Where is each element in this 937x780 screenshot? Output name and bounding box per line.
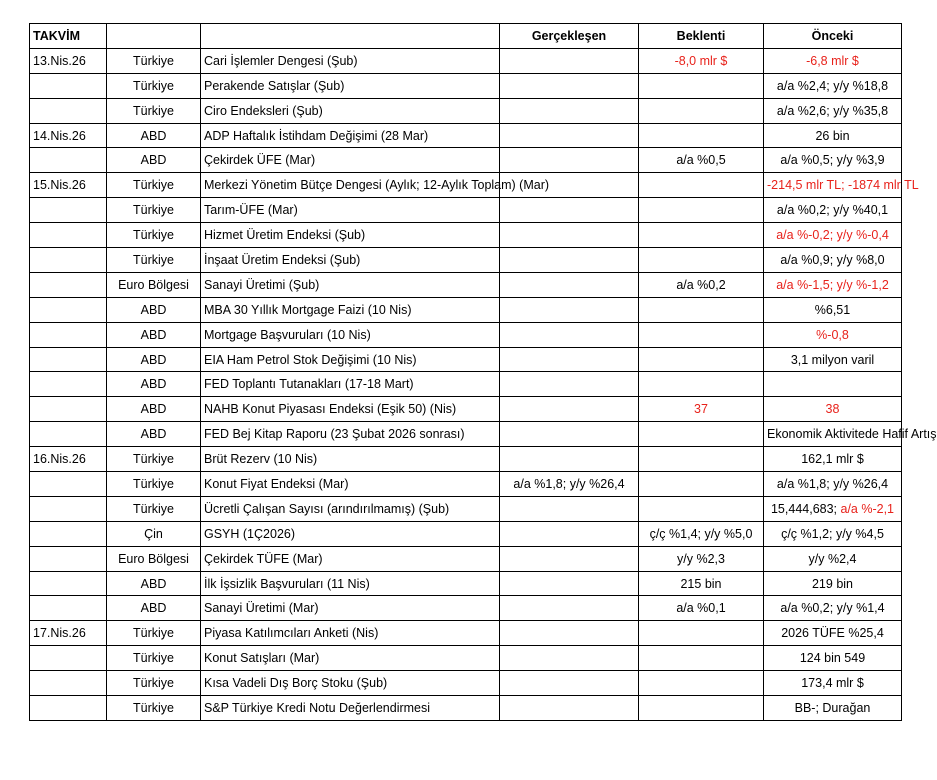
table-row (30, 347, 902, 372)
date-cell (30, 496, 107, 521)
table-row (30, 521, 902, 546)
country-cell: ABD (107, 397, 201, 422)
event-cell: EIA Ham Petrol Stok Değişimi (10 Nis) (201, 347, 500, 372)
actual-cell (500, 422, 639, 447)
event-cell: İlk İşsizlik Başvuruları (11 Nis) (201, 571, 500, 596)
expected-cell (639, 372, 764, 397)
table-row (30, 472, 902, 497)
economic-calendar-table (29, 23, 937, 721)
expected-cell (639, 472, 764, 497)
date-cell (30, 98, 107, 123)
date-cell (30, 596, 107, 621)
date-cell: 14.Nis.26 (30, 123, 107, 148)
expected-cell: 37 (639, 397, 764, 422)
event-cell: Sanayi Üretimi (Mar) (201, 596, 500, 621)
country-cell: Türkiye (107, 671, 201, 696)
date-cell: 17.Nis.26 (30, 621, 107, 646)
actual-cell (500, 521, 639, 546)
previous-cell: 2026 TÜFE %25,4 (764, 621, 902, 646)
date-cell (30, 347, 107, 372)
header-event (201, 24, 500, 49)
expected-cell: -8,0 mlr $ (639, 48, 764, 73)
country-cell: ABD (107, 372, 201, 397)
country-cell: Türkiye (107, 98, 201, 123)
table-header-row (30, 24, 902, 49)
previous-cell: a/a %0,5; y/y %3,9 (764, 148, 902, 173)
expected-cell (639, 123, 764, 148)
table-row (30, 646, 902, 671)
table-row (30, 98, 902, 123)
event-cell: Tarım-ÜFE (Mar) (201, 198, 500, 223)
country-cell: ABD (107, 571, 201, 596)
previous-cell: 3,1 milyon varil (764, 347, 902, 372)
actual-cell (500, 496, 639, 521)
date-cell (30, 696, 107, 721)
actual-cell (500, 98, 639, 123)
event-cell: ADP Haftalık İstihdam Değişimi (28 Mar) (201, 123, 500, 148)
event-cell: Hizmet Üretim Endeksi (Şub) (201, 223, 500, 248)
date-cell (30, 73, 107, 98)
date-cell (30, 397, 107, 422)
previous-cell: a/a %0,2; y/y %1,4 (764, 596, 902, 621)
country-cell: Türkiye (107, 447, 201, 472)
previous-cell: a/a %-1,5; y/y %-1,2 (764, 272, 902, 297)
country-cell: Türkiye (107, 73, 201, 98)
event-cell: Perakende Satışlar (Şub) (201, 73, 500, 98)
table-row (30, 496, 902, 521)
country-cell: Türkiye (107, 223, 201, 248)
date-cell (30, 148, 107, 173)
table-row (30, 322, 902, 347)
header-actual: Gerçekleşen (500, 24, 639, 49)
expected-cell (639, 621, 764, 646)
previous-cell (764, 372, 902, 397)
actual-cell (500, 223, 639, 248)
expected-cell (639, 98, 764, 123)
previous-cell (764, 496, 902, 521)
country-cell: Türkiye (107, 48, 201, 73)
header-country (107, 24, 201, 49)
table-row (30, 546, 902, 571)
previous-cell: -6,8 mlr $ (764, 48, 902, 73)
actual-cell (500, 646, 639, 671)
previous-cell: BB-; Durağan (764, 696, 902, 721)
country-cell: ABD (107, 596, 201, 621)
date-cell (30, 422, 107, 447)
table-row (30, 596, 902, 621)
date-cell (30, 198, 107, 223)
event-cell: Ciro Endeksleri (Şub) (201, 98, 500, 123)
country-cell: Euro Bölgesi (107, 272, 201, 297)
table-row (30, 696, 902, 721)
date-cell (30, 297, 107, 322)
expected-cell (639, 422, 764, 447)
table-row (30, 447, 902, 472)
actual-cell (500, 322, 639, 347)
expected-cell (639, 223, 764, 248)
actual-cell (500, 347, 639, 372)
country-cell: Türkiye (107, 472, 201, 497)
country-cell: Türkiye (107, 696, 201, 721)
actual-cell: a/a %1,8; y/y %26,4 (500, 472, 639, 497)
actual-cell (500, 73, 639, 98)
date-cell: 13.Nis.26 (30, 48, 107, 73)
expected-cell (639, 248, 764, 273)
table-row (30, 123, 902, 148)
event-cell: İnşaat Üretim Endeksi (Şub) (201, 248, 500, 273)
table-row (30, 372, 902, 397)
actual-cell (500, 596, 639, 621)
date-cell (30, 223, 107, 248)
expected-cell (639, 447, 764, 472)
date-cell (30, 546, 107, 571)
country-cell: Çin (107, 521, 201, 546)
actual-cell (500, 123, 639, 148)
table-row (30, 73, 902, 98)
previous-cell: -214,5 mlr TL; -1874 mlr TL (764, 173, 902, 198)
header-expected: Beklenti (639, 24, 764, 49)
date-cell (30, 472, 107, 497)
actual-cell (500, 48, 639, 73)
date-cell (30, 322, 107, 347)
expected-cell: a/a %0,1 (639, 596, 764, 621)
previous-cell: a/a %0,2; y/y %40,1 (764, 198, 902, 223)
table-row (30, 621, 902, 646)
actual-cell (500, 671, 639, 696)
event-cell: Mortgage Başvuruları (10 Nis) (201, 322, 500, 347)
event-cell: GSYH (1Ç2026) (201, 521, 500, 546)
previous-cell: a/a %2,6; y/y %35,8 (764, 98, 902, 123)
expected-cell: a/a %0,5 (639, 148, 764, 173)
event-cell: Konut Fiyat Endeksi (Mar) (201, 472, 500, 497)
table-row (30, 571, 902, 596)
previous-cell: y/y %2,4 (764, 546, 902, 571)
date-cell (30, 248, 107, 273)
expected-cell (639, 671, 764, 696)
actual-cell (500, 571, 639, 596)
event-cell: Çekirdek TÜFE (Mar) (201, 546, 500, 571)
event-cell: FED Toplantı Tutanakları (17-18 Mart) (201, 372, 500, 397)
country-cell: ABD (107, 148, 201, 173)
expected-cell: 215 bin (639, 571, 764, 596)
country-cell: Türkiye (107, 646, 201, 671)
expected-cell (639, 646, 764, 671)
header-previous: Önceki (764, 24, 902, 49)
previous-cell: 124 bin 549 (764, 646, 902, 671)
table-row (30, 422, 902, 447)
actual-cell (500, 198, 639, 223)
actual-cell (500, 148, 639, 173)
date-cell: 16.Nis.26 (30, 447, 107, 472)
expected-cell: a/a %0,2 (639, 272, 764, 297)
country-cell: Türkiye (107, 198, 201, 223)
table-row (30, 173, 902, 198)
country-cell: ABD (107, 347, 201, 372)
country-cell: Türkiye (107, 621, 201, 646)
event-cell: S&P Türkiye Kredi Notu Değerlendirmesi (201, 696, 500, 721)
country-cell: ABD (107, 297, 201, 322)
table-row (30, 223, 902, 248)
date-cell (30, 671, 107, 696)
actual-cell (500, 272, 639, 297)
table-row (30, 272, 902, 297)
previous-cell: a/a %0,9; y/y %8,0 (764, 248, 902, 273)
expected-cell: y/y %2,3 (639, 546, 764, 571)
table-row (30, 671, 902, 696)
previous-value: 15,444,683; (770, 501, 838, 516)
previous-cell: ç/ç %1,2; y/y %4,5 (764, 521, 902, 546)
expected-cell (639, 173, 764, 198)
expected-cell (639, 322, 764, 347)
event-cell: Cari İşlemler Dengesi (Şub) (201, 48, 500, 73)
event-cell: Ücretli Çalışan Sayısı (arındırılmamış) (Şub) (201, 496, 500, 521)
country-cell: Türkiye (107, 173, 201, 198)
table-body (30, 48, 937, 720)
table-row (30, 148, 902, 173)
expected-cell (639, 73, 764, 98)
actual-cell (500, 372, 639, 397)
event-cell: Kısa Vadeli Dış Borç Stoku (Şub) (201, 671, 500, 696)
actual-cell (500, 248, 639, 273)
country-cell: Türkiye (107, 496, 201, 521)
event-cell: Brüt Rezerv (10 Nis) (201, 447, 500, 472)
expected-cell (639, 696, 764, 721)
date-cell (30, 571, 107, 596)
actual-cell (500, 397, 639, 422)
country-cell: Euro Bölgesi (107, 546, 201, 571)
table-row (30, 397, 902, 422)
table-row (30, 198, 902, 223)
event-cell: Piyasa Katılımcıları Anketi (Nis) (201, 621, 500, 646)
expected-cell (639, 496, 764, 521)
expected-cell: ç/ç %1,4; y/y %5,0 (639, 521, 764, 546)
event-cell: MBA 30 Yıllık Mortgage Faizi (10 Nis) (201, 297, 500, 322)
event-cell: Çekirdek ÜFE (Mar) (201, 148, 500, 173)
table-row (30, 248, 902, 273)
event-cell: NAHB Konut Piyasası Endeksi (Eşik 50) (Nis) (201, 397, 500, 422)
previous-cell: a/a %1,8; y/y %26,4 (764, 472, 902, 497)
expected-cell (639, 347, 764, 372)
previous-cell: 173,4 mlr $ (764, 671, 902, 696)
country-cell: ABD (107, 123, 201, 148)
header-date: TAKVİM (30, 24, 107, 49)
expected-cell (639, 297, 764, 322)
date-cell: 15.Nis.26 (30, 173, 107, 198)
country-cell: ABD (107, 322, 201, 347)
actual-cell (500, 447, 639, 472)
event-cell: FED Bej Kitap Raporu (23 Şubat 2026 sonrası) (201, 422, 500, 447)
previous-cell: Ekonomik Aktivitede Hafif Artış (764, 422, 902, 447)
actual-cell (500, 297, 639, 322)
table-row (30, 297, 902, 322)
previous-cell: 26 bin (764, 123, 902, 148)
previous-cell: 38 (764, 397, 902, 422)
table-row (30, 48, 902, 73)
actual-cell (500, 621, 639, 646)
event-cell: Merkezi Yönetim Bütçe Dengesi (Aylık; 12-Aylık Toplam) (Mar) (201, 173, 500, 198)
event-cell: Sanayi Üretimi (Şub) (201, 272, 500, 297)
date-cell (30, 521, 107, 546)
date-cell (30, 272, 107, 297)
previous-cell: 219 bin (764, 571, 902, 596)
previous-change-value: a/a %-2,1 (837, 501, 895, 516)
previous-cell: %-0,8 (764, 322, 902, 347)
previous-cell: a/a %2,4; y/y %18,8 (764, 73, 902, 98)
date-cell (30, 372, 107, 397)
country-cell: Türkiye (107, 248, 201, 273)
country-cell: ABD (107, 422, 201, 447)
previous-cell: 162,1 mlr $ (764, 447, 902, 472)
expected-cell (639, 198, 764, 223)
actual-cell (500, 696, 639, 721)
previous-cell: %6,51 (764, 297, 902, 322)
event-cell: Konut Satışları (Mar) (201, 646, 500, 671)
actual-cell (500, 546, 639, 571)
date-cell (30, 646, 107, 671)
previous-cell: a/a %-0,2; y/y %-0,4 (764, 223, 902, 248)
